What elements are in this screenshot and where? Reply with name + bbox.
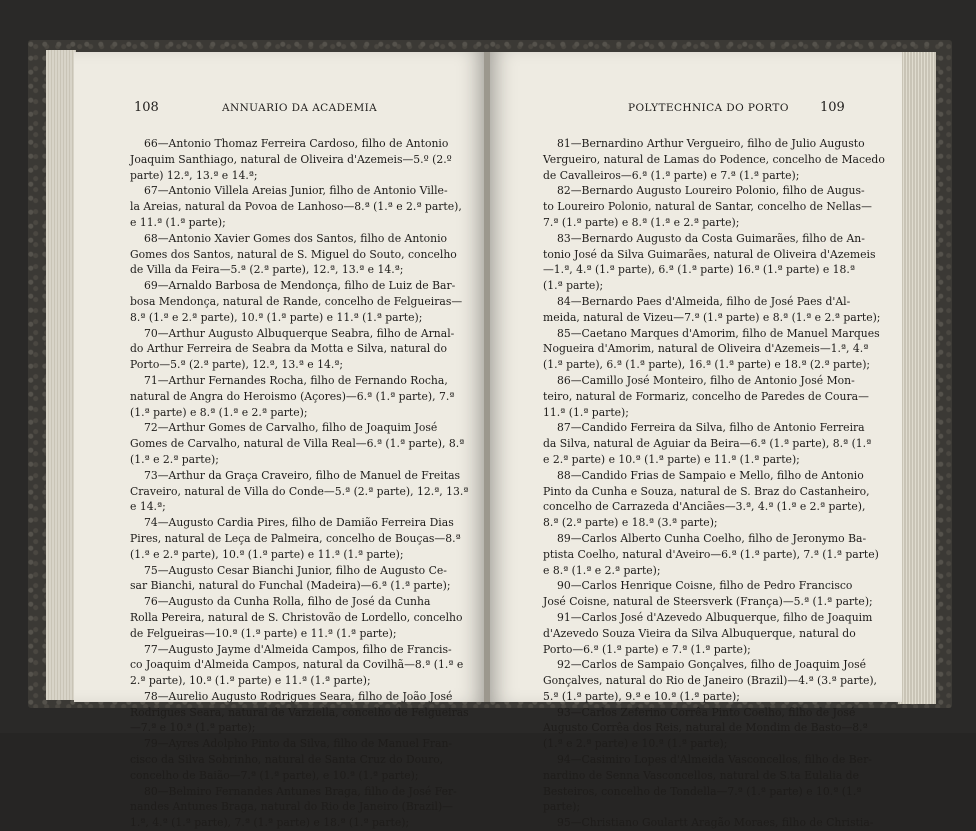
right-page-number: 109: [820, 100, 845, 115]
text-line: concelho de Carrazeda d'Anciães—3.ª, 4.ª (1.ª e 2.ª parte),: [543, 500, 866, 514]
text-line: Pinto da Cunha e Souza, natural de S. Braz do Castanheiro,: [543, 484, 870, 498]
text-line: 78—Aurelio Augusto Rodrigues Seara, filho de João José: [144, 689, 453, 703]
text-line: parte);: [543, 800, 581, 814]
text-line: concelho de Baião—7.ª (1.ª parte), e 10.ª (1.ª parte);: [130, 768, 419, 782]
text-line: Porto—5.ª (2.ª parte), 12.ª, 13.ª e 14.ª;: [130, 358, 344, 372]
text-line: de Cavalleiros—6.ª (1.ª parte) e 7.ª (1.ª parte);: [543, 168, 800, 182]
text-line: 77—Augusto Jayme d'Almeida Campos, filho de Francis-: [144, 642, 452, 656]
text-line: e 11.ª (1.ª parte);: [130, 215, 226, 229]
left-running-head: ANNUARIO DA ACADEMIA: [222, 102, 378, 114]
text-line: co Joaquim d'Almeida Campos, natural da Covilhã—8.ª (1.ª e: [130, 658, 464, 672]
text-line: 66—Antonio Thomaz Ferreira Cardoso, filho de Antonio: [144, 137, 449, 150]
text-line: sar Bianchi, natural do Funchal (Madeira)—6.ª (1.ª parte);: [130, 579, 451, 593]
text-line: 87—Candido Ferreira da Silva, filho de Antonio Ferreira: [557, 421, 865, 435]
text-line: natural de Angra do Heroismo (Açores)—6.ª (1.ª parte), 7.ª: [130, 389, 455, 403]
text-line: (1.ª e 2.ª parte);: [130, 452, 219, 466]
text-line: 93—Carlos Zeferino Corrêa Pinto Coelho, filho de José: [557, 705, 856, 719]
text-line: d'Azevedo Souza Vieira da Silva Albuquerque, natural do: [543, 626, 856, 640]
text-line: Augusto Corrêa dos Reis, natural de Mondim de Basto—8.ª: [543, 721, 868, 735]
text-line: 89—Carlos Alberto Cunha Coelho, filho de Jeronymo Ba-: [557, 531, 867, 545]
book-gutter: [484, 52, 490, 702]
text-line: José Coisne, natural de Steersverk (França)—5.ª (1.ª parte);: [543, 595, 873, 609]
text-line: Rodrigues Seara, natural de Varziella, concelho de Felgueiras: [130, 705, 469, 719]
text-line: 80—Belmiro Fernandes Antunes Braga, filho de José Fer-: [144, 784, 457, 798]
text-line: 95—Christiano Goulartt Aragão Moraes, filho de Christia-: [557, 816, 874, 830]
text-line: —1.ª, 4.ª (1.ª parte), 6.ª (1.ª parte) 16.ª (1.ª parte) e 18.ª: [543, 263, 855, 277]
text-line: e 2.ª parte) e 10.ª (1.ª parte) e 11.ª (1.ª parte);: [543, 452, 800, 466]
text-line: to Loureiro Polonio, natural de Santar, concelho de Nellas—: [543, 200, 872, 214]
text-line: e 14.ª;: [130, 500, 166, 514]
text-line: teiro, natural de Formariz, concelho de Paredes de Coura—: [543, 389, 869, 403]
text-line: 82—Bernardo Augusto Loureiro Polonio, filho de Augus-: [557, 184, 865, 198]
text-line: 2.ª parte), 10.ª (1.ª parte) e 11.ª (1.ª parte);: [130, 674, 371, 688]
text-line: Gonçalves, natural do Rio de Janeiro (Brazil)—4.ª (3.ª parte),: [543, 674, 877, 688]
text-line: 94—Casimiro Lopes d'Almeida Vasconcellos, filho de Ber-: [557, 753, 872, 767]
page-edges-left: [46, 50, 76, 700]
text-line: cisco da Silva Sobrinho, natural de Santa Cruz do Douro,: [130, 753, 444, 767]
text-line: do Arthur Ferreira de Seabra da Motta e Silva, natural do: [130, 342, 448, 356]
text-line: parte) 12.ª, 13.ª e 14.ª;: [130, 168, 258, 182]
text-line: Gomes de Carvalho, natural de Villa Real—6.ª (1.ª parte), 8.ª: [130, 437, 465, 451]
text-line: (1.ª parte) e 8.ª (1.ª e 2.ª parte);: [130, 405, 308, 419]
text-line: 76—Augusto da Cunha Rolla, filho de José da Cunha: [144, 595, 431, 609]
left-page-body: [130, 136, 469, 831]
text-line: (1.ª parte), 6.ª (1.ª parte), 16.ª (1.ª parte) e 18.ª (2.ª parte);: [543, 358, 871, 372]
text-line: 90—Carlos Henrique Coisne, filho de Pedro Francisco: [557, 579, 853, 593]
text-line: 85—Caetano Marques d'Amorim, filho de Manuel Marques: [557, 326, 880, 340]
right-page-body: [543, 136, 885, 831]
text-line: la Areias, natural da Povoa de Lanhoso—8.ª (1.ª e 2.ª parte),: [130, 200, 462, 214]
text-line: 81—Bernardino Arthur Vergueiro, filho de Julio Augusto: [557, 137, 865, 150]
text-line: (1.ª e 2.ª parte) e 10.ª (1.ª parte);: [543, 737, 728, 751]
text-line: (1.ª e 2.ª parte), 10.ª (1.ª parte) e 11.ª (1.ª parte);: [130, 547, 404, 561]
text-line: Vergueiro, natural de Lamas do Podence, concelho de Macedo: [543, 152, 885, 166]
text-line: 74—Augusto Cardia Pires, filho de Damião Ferreira Dias: [144, 516, 454, 530]
text-line: 92—Carlos de Sampaio Gonçalves, filho de Joaquim José: [557, 658, 867, 672]
text-line: Rolla Pereira, natural de S. Christovão de Lordello, concelho: [130, 610, 463, 624]
text-line: 8.ª (1.ª e 2.ª parte), 10.ª (1.ª parte) e 11.ª (1.ª parte);: [130, 310, 423, 324]
text-line: 88—Candido Frias de Sampaio e Mello, filho de Antonio: [557, 468, 864, 482]
text-line: 73—Arthur da Graça Craveiro, filho de Manuel de Freitas: [144, 468, 461, 482]
text-line: 91—Carlos José d'Azevedo Albuquerque, filho de Joaquim: [557, 610, 873, 624]
text-line: 5.ª (1.ª parte), 9.ª e 10.ª (1.ª parte);: [543, 689, 740, 703]
text-line: 11.ª (1.ª parte);: [543, 405, 629, 419]
text-line: bosa Mendonça, natural de Rande, concelho de Felgueiras—: [130, 294, 463, 308]
text-line: Porto—6.ª (1.ª parte) e 7.ª (1.ª parte);: [543, 642, 751, 656]
page-edges-right: [898, 52, 936, 704]
text-line: meida, natural de Vizeu—7.ª (1.ª parte) e 8.ª (1.ª e 2.ª parte);: [543, 310, 881, 324]
text-line: Nogueira d'Amorim, natural de Oliveira d'Azemeis—1.ª, 4.ª: [543, 342, 869, 356]
text-line: Joaquim Santhiago, natural de Oliveira d'Azemeis—5.º (2.º: [130, 152, 452, 166]
text-line: 84—Bernardo Paes d'Almeida, filho de José Paes d'Al-: [557, 294, 851, 308]
text-line: 67—Antonio Villela Areias Junior, filho de Antonio Ville-: [144, 184, 448, 198]
text-line: Craveiro, natural de Villa do Conde—5.ª (2.ª parte), 12.ª, 13.ª: [130, 484, 469, 498]
left-page: [74, 52, 486, 830]
left-page-number: 108: [134, 100, 159, 115]
text-line: (1.ª parte);: [543, 279, 604, 293]
text-line: nandes Antunes Braga, natural do Rio de Janeiro (Brazil)—: [130, 800, 453, 814]
text-line: 72—Arthur Gomes de Carvalho, filho de Joaquim José: [144, 421, 438, 435]
text-line: e 8.ª (1.ª e 2.ª parte);: [543, 563, 661, 577]
text-line: 83—Bernardo Augusto da Costa Guimarães, filho de An-: [557, 231, 865, 245]
text-line: ptista Coelho, natural d'Aveiro—6.ª (1.ª parte), 7.ª (1.ª parte): [543, 547, 879, 561]
text-line: tonio José da Silva Guimarães, natural de Oliveira d'Azemeis: [543, 247, 876, 261]
text-line: —7.ª e 10.ª (1.ª parte);: [130, 721, 256, 735]
text-line: 86—Camillo José Monteiro, filho de Antonio José Mon-: [557, 373, 855, 387]
text-line: Pires, natural de Leça de Palmeira, concelho de Bouças—8.ª: [130, 531, 461, 545]
text-line: 71—Arthur Fernandes Rocha, filho de Fernando Rocha,: [144, 373, 448, 387]
text-line: de Villa da Feira—5.ª (2.ª parte), 12.ª, 13.ª e 14.ª;: [130, 263, 404, 277]
right-running-head: POLYTECHNICA DO PORTO: [628, 102, 789, 114]
text-line: 79—Ayres Adolpho Pinto da Silva, filho de Manuel Fran-: [144, 737, 453, 751]
text-line: Besteiros, concelho de Tondella—7.ª (1.ª parte) e 10.ª (1.ª: [543, 784, 862, 798]
text-line: 75—Augusto Cesar Bianchi Junior, filho de Augusto Ce-: [144, 563, 447, 577]
text-line: 68—Antonio Xavier Gomes dos Santos, filho de Antonio: [144, 231, 448, 245]
text-line: 69—Arnaldo Barbosa de Mendonça, filho de Luiz de Bar-: [144, 279, 456, 293]
text-line: 1.ª, 4.ª (1.ª parte), 7.ª (1.ª parte) e 18.ª (1.ª parte);: [130, 816, 410, 830]
text-line: 7.ª (1.ª parte) e 8.ª (1.ª e 2.ª parte);: [543, 215, 740, 229]
right-page: [488, 52, 902, 830]
text-line: da Silva, natural de Aguiar da Beira—6.ª (1.ª parte), 8.ª (1.ª: [543, 437, 872, 451]
text-line: de Felgueiras—10.ª (1.ª parte) e 11.ª (1.ª parte);: [130, 626, 397, 640]
text-line: nardino de Senna Vasconcellos, natural de S.ta Eulalia de: [543, 768, 859, 782]
text-line: 70—Arthur Augusto Albuquerque Seabra, filho de Arnal-: [144, 326, 455, 340]
text-line: 8.ª (2.ª parte) e 18.ª (3.ª parte);: [543, 516, 718, 530]
text-line: Gomes dos Santos, natural de S. Miguel do Souto, concelho: [130, 247, 457, 261]
